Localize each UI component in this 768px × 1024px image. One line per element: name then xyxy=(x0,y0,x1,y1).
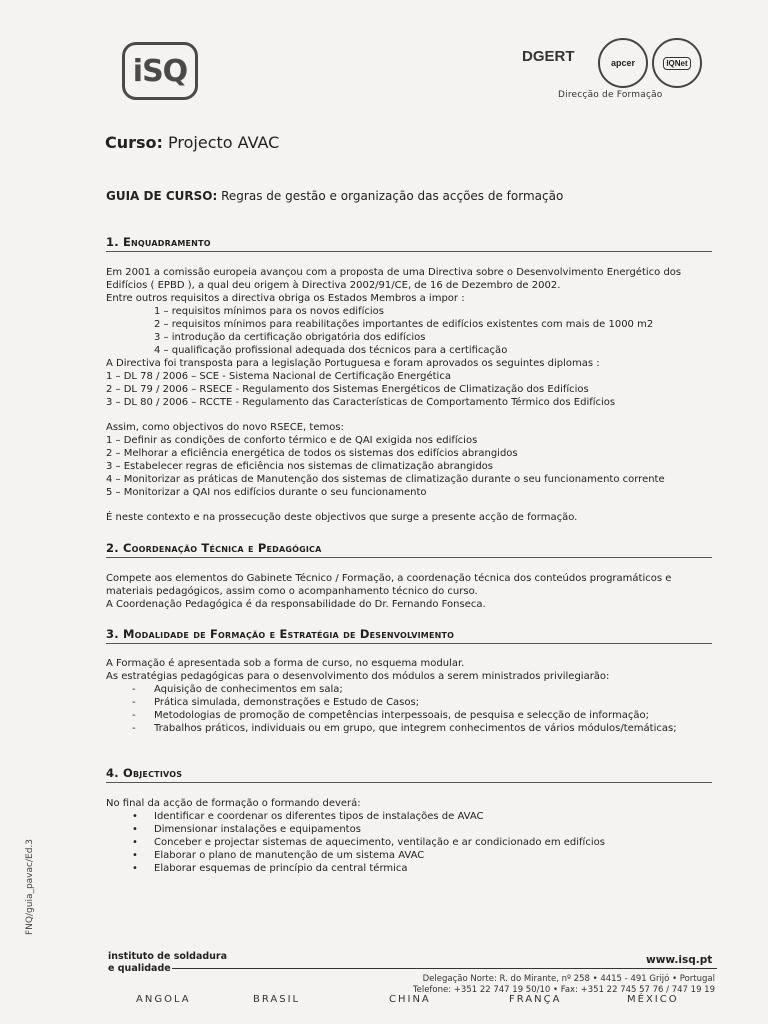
section-2-text-1: Compete aos elementos do Gabinete Técnico / Formação, a coordenação técnica dos conteúdos programáticos e materiais pedagógicos, assim como o acompanhamento técnico do curso. xyxy=(106,573,672,597)
course-name: Projecto AVAC xyxy=(168,133,280,152)
objective-item-text: Dimensionar instalações e equipamentos xyxy=(154,824,361,835)
objective-item: • Conceber e projectar sistemas de aquecimento, ventilação e ar condicionado em edifícios xyxy=(132,837,605,848)
decree-item: 1 – DL 78 / 2006 – SCE - Sistema Nacional de Certificação Energética xyxy=(106,371,451,382)
iqnet-seal xyxy=(652,38,702,88)
objective-item: • Elaborar o plano de manutenção de um sistema AVAC xyxy=(132,850,425,861)
side-reference: FNQ/guia_pavac/Ed.3 xyxy=(25,839,35,935)
section-1-heading xyxy=(106,235,712,252)
goal-item: 2 – Melhorar a eficiência energética de todos os sistemas dos edifícios abrangidos xyxy=(106,448,518,459)
footer-address-line: Delegação Norte: R. do Mirante, nº 258 • 4415 - 491 Grijó • Portugal xyxy=(422,974,715,984)
strategy-item: - Trabalhos práticos, individuais ou em grupo, que integrem conhecimentos de vários módulos/temáticas; xyxy=(132,723,677,734)
course-label: Curso: xyxy=(105,133,163,152)
course-title xyxy=(105,133,279,152)
section-4-title: 4. Objectivos xyxy=(106,766,183,780)
footer-phone-line: Telefone: +351 22 747 19 50/10 • Fax: +351 22 745 57 76 / 747 19 19 xyxy=(412,985,715,995)
requirement-item: 4 – qualificação profissional adequada dos técnicos para a certificação xyxy=(154,345,508,356)
guide-subtitle: Regras de gestão e organização das acções de formação xyxy=(221,189,564,203)
goal-item: 5 – Monitorizar a QAI nos edifícios durante o seu funcionamento xyxy=(106,487,427,498)
section-4-intro: No final da acção de formação o formando deverá: xyxy=(106,798,361,809)
section-3-heading xyxy=(106,627,712,644)
section-2-title: 2. Coordenação Técnica e Pedagógica xyxy=(106,541,322,555)
footer-address xyxy=(385,974,715,996)
section-1-title: 1. Enquadramento xyxy=(106,235,211,249)
requirement-item: 3 – introdução da certificação obrigatória dos edifícios xyxy=(154,332,426,343)
apcer-seal-text: apcer xyxy=(610,58,636,68)
footer-organization xyxy=(108,951,227,975)
section-4-heading xyxy=(106,766,712,783)
objective-item-text: Conceber e projectar sistemas de aquecimento, ventilação e ar condicionado em edifícios xyxy=(154,837,605,848)
guide-label: GUIA DE CURSO: xyxy=(106,189,218,203)
dgert-logo xyxy=(522,48,575,65)
objective-item: • Dimensionar instalações e equipamentos xyxy=(132,824,361,835)
strategy-item-text: Prática simulada, demonstrações e Estudo de Casos; xyxy=(154,697,420,708)
objective-item: • Elaborar esquemas de princípio da central térmica xyxy=(132,863,408,874)
section-3-title: 3. Modalidade de Formação e Estratégia de Desenvolvimento xyxy=(106,627,455,641)
section-2-text-2: A Coordenação Pedagógica é da responsabilidade do Dr. Fernando Fonseca. xyxy=(106,599,486,610)
strategy-item-text: Trabalhos práticos, individuais ou em grupo, que integrem conhecimentos de vários módulos/temáticas; xyxy=(154,723,677,734)
goal-item: 4 – Monitorizar as práticas de Manutenção dos sistemas de climatização durante o seu funcionamento corrente xyxy=(106,474,665,485)
country-label: FRANÇA xyxy=(509,994,562,1005)
footer-divider xyxy=(172,968,717,969)
country-label: CHINA xyxy=(389,994,431,1005)
section-1-intro: Em 2001 a comissão europeia avançou com a proposta de uma Directiva sobre o Desenvolvimento Energético dos Edifícios ( EPBD ), a qual deu origem à Directiva 2002/91/CE, de 16 de Dezembro de 2002. xyxy=(106,267,682,291)
section-3-body xyxy=(106,657,718,735)
objective-item: • Identificar e coordenar os diferentes tipos de instalações de AVAC xyxy=(132,811,484,822)
strategy-item-text: Aquisição de conhecimentos em sala; xyxy=(154,684,343,695)
decree-item: 2 – DL 79 / 2006 – RSECE - Regulamento dos Sistemas Energéticos de Climatização dos Edifícios xyxy=(106,384,589,395)
isq-logo-text: iSQ xyxy=(132,53,188,89)
country-label: MÉXICO xyxy=(627,994,679,1005)
section-1-body xyxy=(106,266,718,524)
footer-org-line-1: instituto de soldadura xyxy=(108,951,228,962)
dgert-logo-text: DGERT xyxy=(522,48,575,65)
objective-item-text: Identificar e coordenar os diferentes tipos de instalações de AVAC xyxy=(154,811,484,822)
strategy-item: - Metodologias de promoção de competências interpessoais, de pesquisa e selecção de informação; xyxy=(132,710,649,721)
requirement-item: 2 – requisitos mínimos para reabilitações importantes de edifícios existentes com mais de 1000 m2 xyxy=(154,319,654,330)
strategy-item: - Aquisição de conhecimentos em sala; xyxy=(132,684,343,695)
footer-url: www.isq.pt xyxy=(646,954,713,966)
section-3-text-1: A Formação é apresentada sob a forma de curso, no esquema modular. xyxy=(106,658,465,669)
section-2-body xyxy=(106,572,718,611)
section-1-decree-intro: A Directiva foi transposta para a legislação Portuguesa e foram aprovados os seguintes diplomas : xyxy=(106,358,600,369)
section-2-heading xyxy=(106,541,712,558)
goal-item: 3 – Estabelecer regras de eficiência nos sistemas de climatização abrangidos xyxy=(106,461,493,472)
apcer-seal xyxy=(598,38,648,88)
section-1-closing: É neste contexto e na prossecução deste objectivos que surge a presente acção de formação. xyxy=(106,512,578,523)
guide-title xyxy=(106,189,563,203)
section-1-goals-intro: Assim, como objectivos do novo RSECE, temos: xyxy=(106,422,344,433)
section-3-text-2: As estratégias pedagógicas para o desenvolvimento dos módulos a serem ministrados privilegiarão: xyxy=(106,671,610,682)
requirement-item: 1 – requisitos mínimos para os novos edifícios xyxy=(154,306,384,317)
country-label: BRASIL xyxy=(253,994,301,1005)
footer-org-line-2: e qualidade xyxy=(108,963,171,974)
directorate-label: Direcção de Formação xyxy=(558,90,663,100)
goal-item: 1 – Definir as condições de conforto térmico e de QAI exigida nos edifícios xyxy=(106,435,478,446)
country-label: ANGOLA xyxy=(136,994,191,1005)
objective-item-text: Elaborar esquemas de princípio da central térmica xyxy=(154,863,408,874)
section-4-body xyxy=(106,797,718,875)
objective-item-text: Elaborar o plano de manutenção de um sistema AVAC xyxy=(154,850,425,861)
strategy-item: - Prática simulada, demonstrações e Estudo de Casos; xyxy=(132,697,420,708)
isq-logo xyxy=(122,42,198,100)
section-1-req-intro: Entre outros requisitos a directiva obriga os Estados Membros a impor : xyxy=(106,293,465,304)
iqnet-seal-text: IQNet xyxy=(663,57,690,70)
strategy-item-text: Metodologias de promoção de competências interpessoais, de pesquisa e selecção de informação; xyxy=(154,710,649,721)
decree-item: 3 – DL 80 / 2006 – RCCTE - Regulamento das Características de Comportamento Térmico dos Edifícios xyxy=(106,397,616,408)
